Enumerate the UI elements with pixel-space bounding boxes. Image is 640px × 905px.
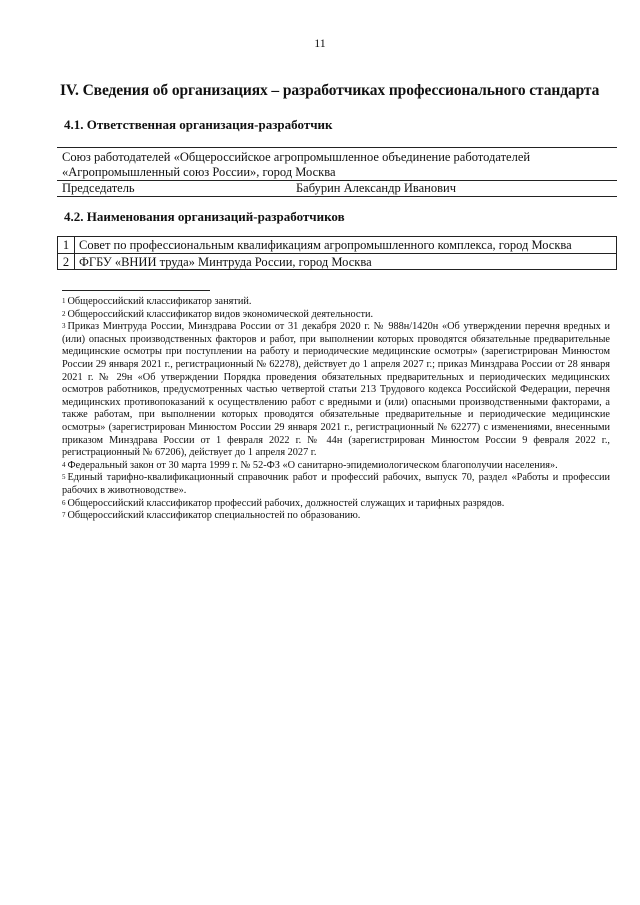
footnote-divider [62,290,210,291]
position-cell: Председатель [57,181,292,197]
table-row [57,148,617,181]
org-name-line-2: «Агропромышленный союз России», город Москва [62,164,336,179]
page-number: 11 [314,36,326,50]
footnote-6 [62,498,610,511]
footnote-mark: 2 [62,309,66,318]
responsible-org-heading: 4.1. Ответственная организация-разработчик [64,117,333,132]
footnote-4 [62,460,610,473]
footnote-7 [62,510,610,523]
footnote-text: Общероссийский классификатор профессий рабочих, должностей служащих и тарифных разрядов. [67,497,505,509]
table-row [57,181,617,197]
row-number: 1 [58,237,75,254]
table-row [58,237,617,254]
footnote-5 [62,472,610,497]
developers-table [57,236,617,270]
footnote-mark: 1 [62,297,66,305]
footnote-text: Приказ Минтруда России, Минздрава России от 31 декабря 2020 г. № 988н/1420н «Об утверждении перечня вредных и (или) опасных производственных факторов и работ, при выполнении которых проводятся обязательные предварительные медицинские осмотры при поступлении на работу и периодические медицинские осмотры» (зарегистрирован Минюстом России 29 января 2021 г., регистрационный № 62278), действует до 1 апреля 2027 г.; приказ Минздрава России от 28 января 2021 г. № 29н «Об утверждении Порядка проведения обязательных предварительных и периодических медицинских осмотров работников, предусмотренных частью четвертой статьи 213 Трудового кодекса Российской Федерации, перечня медицинских противопоказаний к осуществлению работ с вредными и (или) опасными производственными факторами, а также работам, при выполнении которых проводятся обязательные предварительные и периодические медицинские осмотры» (зарегистрирован Минюстом России 29 января 2021 г., регистрационный № 62277) с изменениями, внесенными приказом Минздрава России от 1 февраля 2022 г. № 44н (зарегистрирован Минюстом России 9 февраля 2022 г., регистрационный № 67206), действует до 1 апреля 2027 г. [62,321,610,459]
footnote-1 [62,296,610,309]
footnote-mark: 7 [62,511,66,520]
footnote-3 [62,321,610,460]
section-title: IV. Сведения об организациях – разработчиках профессионального стандарта [60,82,600,99]
footnote-mark: 6 [62,498,66,507]
developer-name: ФГБУ «ВНИИ труда» Минтруда России, город Москва [75,253,617,270]
footnote-text: Федеральный закон от 30 марта 1999 г. № 52-ФЗ «О санитарно-эпидемиологическом благополучии населения». [67,459,558,471]
org-name-cell [57,148,617,181]
footnotes [62,296,610,523]
person-name-cell: Бабурин Александр Иванович [292,181,617,197]
org-name-line-1: Союз работодателей «Общероссийское агропромышленное объединение работодателей [62,150,531,164]
footnote-mark: 5 [62,473,66,482]
developers-heading: 4.2. Наименования организаций-разработчиков [64,209,345,224]
footnote-mark: 3 [62,322,66,331]
footnote-2 [62,309,610,322]
footnote-text: Общероссийский классификатор специальностей по образованию. [67,510,361,522]
footnote-text: Единый тарифно-квалификационный справочник работ и профессий рабочих, выпуск 70, раздел «Работы и профессии рабочих в животноводстве». [62,472,610,496]
row-number: 2 [58,253,75,270]
footnote-text: Общероссийский классификатор занятий. [67,296,252,307]
table-row [58,253,617,270]
footnote-text: Общероссийский классификатор видов экономической деятельности. [67,308,374,320]
responsible-org-table [57,147,617,197]
developer-name: Совет по профессиональным квалификациям агропромышленного комплекса, город Москва [75,237,617,254]
footnote-mark: 4 [62,460,66,469]
